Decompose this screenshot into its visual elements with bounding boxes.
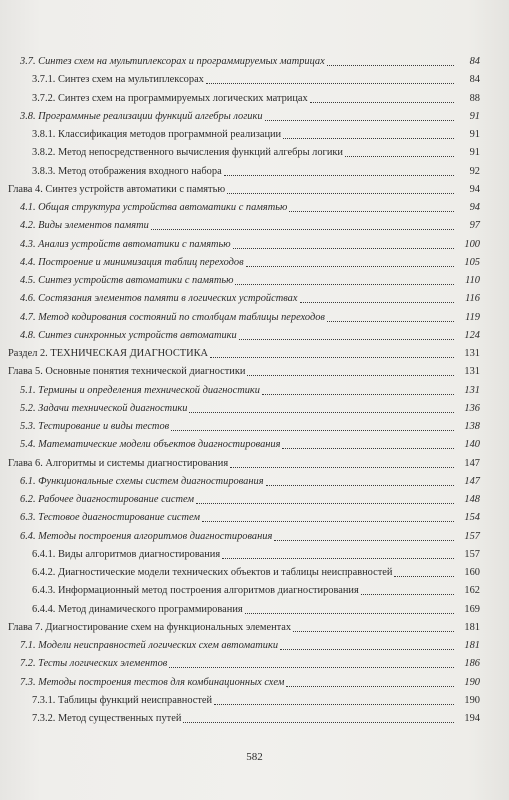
toc-entry-page: 138: [464, 421, 480, 432]
toc-entry-page: 131: [464, 348, 480, 359]
toc-entry: [20, 674, 480, 690]
toc-entry-title: 4.8. Синтез синхронных устройств автоматики: [20, 329, 237, 341]
toc-entry-title: 4.7. Метод кодирования состояний по столбцам таблицы переходов: [20, 311, 325, 323]
toc-entry: [20, 491, 480, 507]
toc-entry: [32, 710, 480, 726]
toc-entry-title: 5.2. Задачи технической диагностики: [20, 402, 188, 414]
toc-entry-title: 6.4.2. Диагностические модели технических объектов и таблицы неисправностей: [32, 567, 393, 578]
toc-entry-page: 190: [464, 694, 480, 706]
dot-leader: [266, 485, 454, 486]
toc-entry-title: 3.7.1. Синтез схем на мультиплексорах: [32, 74, 204, 86]
toc-entry-page: 110: [465, 275, 480, 286]
toc-entry-title: 6.2. Рабочее диагностирование систем: [20, 494, 194, 505]
toc-entry-title: Глава 7. Диагностирование схем на функциональных элементах: [8, 621, 292, 633]
toc-entry: [20, 217, 480, 233]
dot-leader: [283, 138, 454, 139]
toc-entry-title: 5.4. Математические модели объектов диагностирования: [20, 439, 281, 451]
toc-entry-title: 7.2. Тесты логических элементов: [20, 658, 168, 670]
toc-entry: [20, 400, 480, 416]
toc-entry-page: 147: [464, 457, 480, 469]
toc-entry-page: 100: [464, 238, 480, 250]
toc-entry-title: Глава 6. Алгоритмы и системы диагностирования: [8, 457, 229, 469]
dot-leader: [233, 248, 454, 249]
dot-leader: [214, 704, 454, 705]
toc-entry: [20, 655, 480, 671]
toc-entry-page: 169: [464, 603, 480, 615]
dot-leader: [274, 540, 454, 541]
toc-entry: [20, 382, 480, 398]
toc-entry-title: 4.3. Анализ устройств автоматики с памятью: [20, 238, 231, 250]
toc-entry-page: 160: [464, 567, 480, 578]
toc-entry-title: 4.2. Виды элементов памяти: [20, 220, 149, 232]
toc-entry: [20, 290, 480, 306]
dot-leader: [245, 613, 454, 614]
dot-leader: [282, 448, 454, 449]
dot-leader: [265, 120, 454, 121]
toc-entry-page: 181: [464, 621, 480, 633]
dot-leader: [210, 357, 454, 358]
toc-entry: [8, 181, 480, 197]
toc-entry-page: 190: [464, 676, 480, 688]
toc-entry-page: 194: [464, 713, 480, 724]
toc-entry: [32, 692, 480, 708]
toc-entry-page: 88: [469, 92, 480, 104]
toc-entry: [20, 637, 480, 653]
toc-entry-page: 91: [469, 147, 480, 159]
toc-entry-page: 154: [464, 512, 480, 524]
dot-leader: [151, 229, 454, 230]
toc-entry-page: 162: [464, 585, 480, 597]
toc-entry-page: 105: [464, 256, 480, 268]
dot-leader: [171, 430, 454, 431]
toc-entry-page: 94: [469, 183, 480, 195]
toc-entry-title: 3.8.2. Метод непосредственного вычисления функций алгебры логики: [32, 147, 343, 159]
toc-entry-title: Глава 5. Основные понятия технической диагностики: [8, 366, 246, 378]
toc-entry: [20, 327, 480, 343]
toc-entry: [8, 455, 480, 471]
toc-entry: [20, 418, 480, 434]
toc-entry-title: 4.1. Общая структура устройства автоматики с памятью: [20, 202, 288, 213]
dot-leader: [206, 83, 454, 84]
toc-entry: [20, 436, 480, 452]
toc-entry-title: 6.1. Функциональные схемы систем диагностирования: [20, 475, 264, 487]
toc-entry-page: 119: [465, 311, 480, 323]
toc-entry-page: 186: [464, 658, 480, 670]
dot-leader: [286, 686, 454, 687]
toc-entry-page: 181: [464, 640, 480, 651]
toc-entry: [20, 528, 480, 544]
toc-entry-title: 7.3.2. Метод существенных путей: [32, 713, 182, 724]
dot-leader: [246, 266, 454, 267]
toc-entry-page: 157: [464, 530, 480, 542]
dot-leader: [239, 339, 454, 340]
dot-leader: [224, 175, 454, 176]
toc-entry-page: 131: [464, 366, 480, 378]
toc-entry-title: 4.4. Построение и минимизация таблиц переходов: [20, 256, 244, 268]
toc-entry: [32, 564, 480, 580]
dot-leader: [169, 667, 454, 668]
toc-entry-title: 5.1. Термины и определения технической диагностики: [20, 384, 260, 396]
toc-entry-page: 91: [469, 129, 480, 140]
dot-leader: [230, 467, 454, 468]
toc-entry-page: 148: [464, 494, 480, 505]
dot-leader: [310, 102, 454, 103]
toc-entry: [32, 163, 480, 179]
toc-entry-title: 4.5. Синтез устройств автоматики с памятью: [20, 275, 234, 286]
toc-entry-title: 3.8.3. Метод отображения входного набора: [32, 165, 222, 177]
toc-entry: [20, 108, 480, 124]
toc-entry-title: 7.3.1. Таблицы функций неисправностей: [32, 694, 213, 706]
toc-entry-page: 124: [464, 329, 480, 341]
dot-leader: [394, 576, 454, 577]
toc-entry-title: 6.3. Тестовое диагностирование систем: [20, 512, 201, 524]
toc-entry: [20, 254, 480, 270]
toc-entry: [20, 509, 480, 525]
dot-leader: [222, 558, 454, 559]
toc-entry-title: 6.4.1. Виды алгоритмов диагностирования: [32, 548, 221, 560]
toc-entry-page: 116: [465, 293, 480, 305]
dot-leader: [183, 722, 454, 723]
dot-leader: [196, 503, 454, 504]
dot-leader: [327, 321, 454, 322]
toc-entry-title: 3.7. Синтез схем на мультиплексорах и программируемых матрицах: [20, 56, 325, 67]
toc-entry: [20, 473, 480, 489]
toc-entry-page: 131: [464, 384, 480, 396]
toc-entry: [32, 601, 480, 617]
toc-entry: [20, 199, 480, 215]
toc-entry: [20, 309, 480, 325]
toc-entry: [32, 90, 480, 106]
toc-entry-page: 94: [469, 202, 480, 213]
toc-entry-title: 6.4.3. Информационный метод построения алгоритмов диагностирования: [32, 585, 359, 597]
toc-entry-page: 136: [464, 402, 480, 414]
toc-entry-page: 140: [464, 439, 480, 451]
dot-leader: [202, 521, 454, 522]
toc-entry-title: 3.8. Программные реализации функций алгебры логики: [20, 110, 263, 122]
toc-entry-title: 7.3. Методы построения тестов для комбинационных схем: [20, 676, 285, 688]
toc-entry: [8, 619, 480, 635]
toc-entry-title: 7.1. Модели неисправностей логических схем автоматики: [20, 640, 279, 651]
toc-entry-title: Раздел 2. ТЕХНИЧЕСКАЯ ДИАГНОСТИКА: [8, 348, 209, 359]
dot-leader: [327, 65, 454, 66]
toc-entry-title: 5.3. Тестирование и виды тестов: [20, 421, 170, 432]
toc-entry-page: 84: [469, 56, 480, 67]
toc-entry: [32, 71, 480, 87]
toc-entry-page: 147: [464, 475, 480, 487]
toc-entry: [8, 363, 480, 379]
toc-entry: [32, 126, 480, 142]
dot-leader: [247, 375, 454, 376]
toc-entry-page: 157: [464, 548, 480, 560]
page-number: 582: [246, 751, 263, 763]
toc-entry-page: 97: [469, 220, 480, 232]
toc-entry-title: Глава 4. Синтез устройств автоматики с памятью: [8, 183, 226, 195]
toc-entry-page: 92: [469, 165, 480, 177]
toc-entry: [20, 236, 480, 252]
dot-leader: [289, 211, 454, 212]
toc-entry-title: 6.4.4. Метод динамического программирования: [32, 603, 243, 615]
dot-leader: [227, 193, 454, 194]
dot-leader: [300, 302, 455, 303]
dot-leader: [293, 631, 454, 632]
dot-leader: [345, 156, 454, 157]
dot-leader: [189, 412, 454, 413]
dot-leader: [235, 284, 454, 285]
toc-entry-title: 3.7.2. Синтез схем на программируемых логических матрицах: [32, 92, 308, 104]
toc-entry-title: 3.8.1. Классификация методов программной реализации: [32, 129, 282, 140]
dot-leader: [262, 394, 454, 395]
dot-leader: [361, 594, 454, 595]
dot-leader: [280, 649, 454, 650]
toc-entry: [20, 53, 480, 69]
toc-entry: [8, 345, 480, 361]
toc-entry-page: 91: [469, 110, 480, 122]
toc-entry: [20, 272, 480, 288]
toc-entry: [32, 546, 480, 562]
toc-entry-title: 4.6. Состязания элементов памяти в логических устройствах: [20, 293, 298, 305]
toc-entry-page: 84: [469, 74, 480, 86]
toc-entry: [32, 144, 480, 160]
toc-entry-title: 6.4. Методы построения алгоритмов диагностирования: [20, 530, 273, 542]
toc-entry: [32, 582, 480, 598]
